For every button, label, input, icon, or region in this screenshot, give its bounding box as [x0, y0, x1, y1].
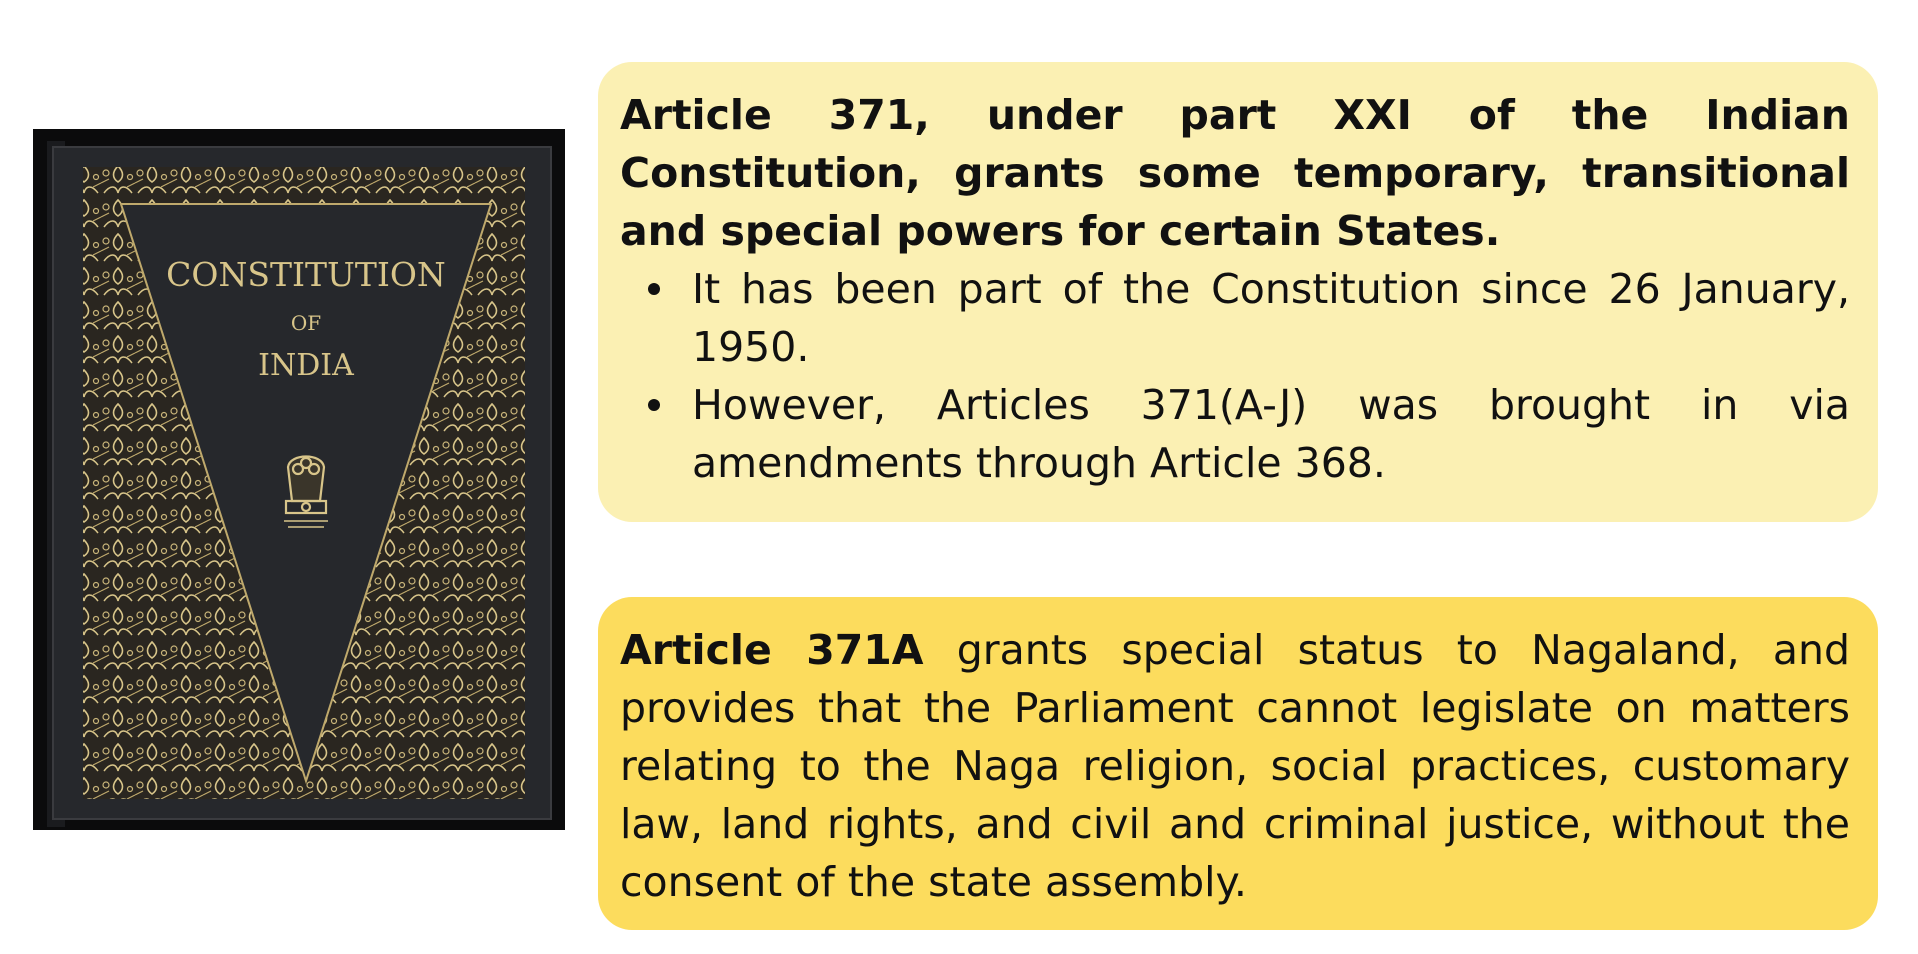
article-371a-lead: Article 371A: [620, 626, 924, 674]
list-item: [620, 260, 1850, 376]
article-371-bullets: [620, 260, 1850, 492]
article-371a-text: grants special status to Nagaland, and provides that the Parliament cannot legislate on matters relating to the Naga religion, social practices, customary law, land rights, and civil and criminal justice, without the consent of the state assembly.: [620, 626, 1851, 906]
constitution-book-cover: [33, 129, 565, 830]
article-371a-paragraph: [620, 621, 1850, 911]
cover-title-line3: INDIA: [258, 348, 354, 383]
article-371-intro: Article 371, under part XXI of the Indian Constitution, grants some temporary, transitional and special powers for certain States.: [620, 91, 1850, 255]
bullet-text: It has been part of the Constitution since 26 January, 1950.: [692, 265, 1850, 371]
bullet-icon: [648, 399, 660, 411]
bullet-text: However, Articles 371(A-J) was brought in via amendments through Article 368.: [692, 381, 1850, 487]
list-item: [620, 376, 1850, 492]
article-371-card: [598, 62, 1878, 522]
cover-title-line2: OF: [290, 311, 322, 335]
bullet-icon: [648, 283, 660, 295]
article-371a-card: [598, 597, 1878, 930]
cover-title-line1: CONSTITUTION: [166, 255, 446, 294]
